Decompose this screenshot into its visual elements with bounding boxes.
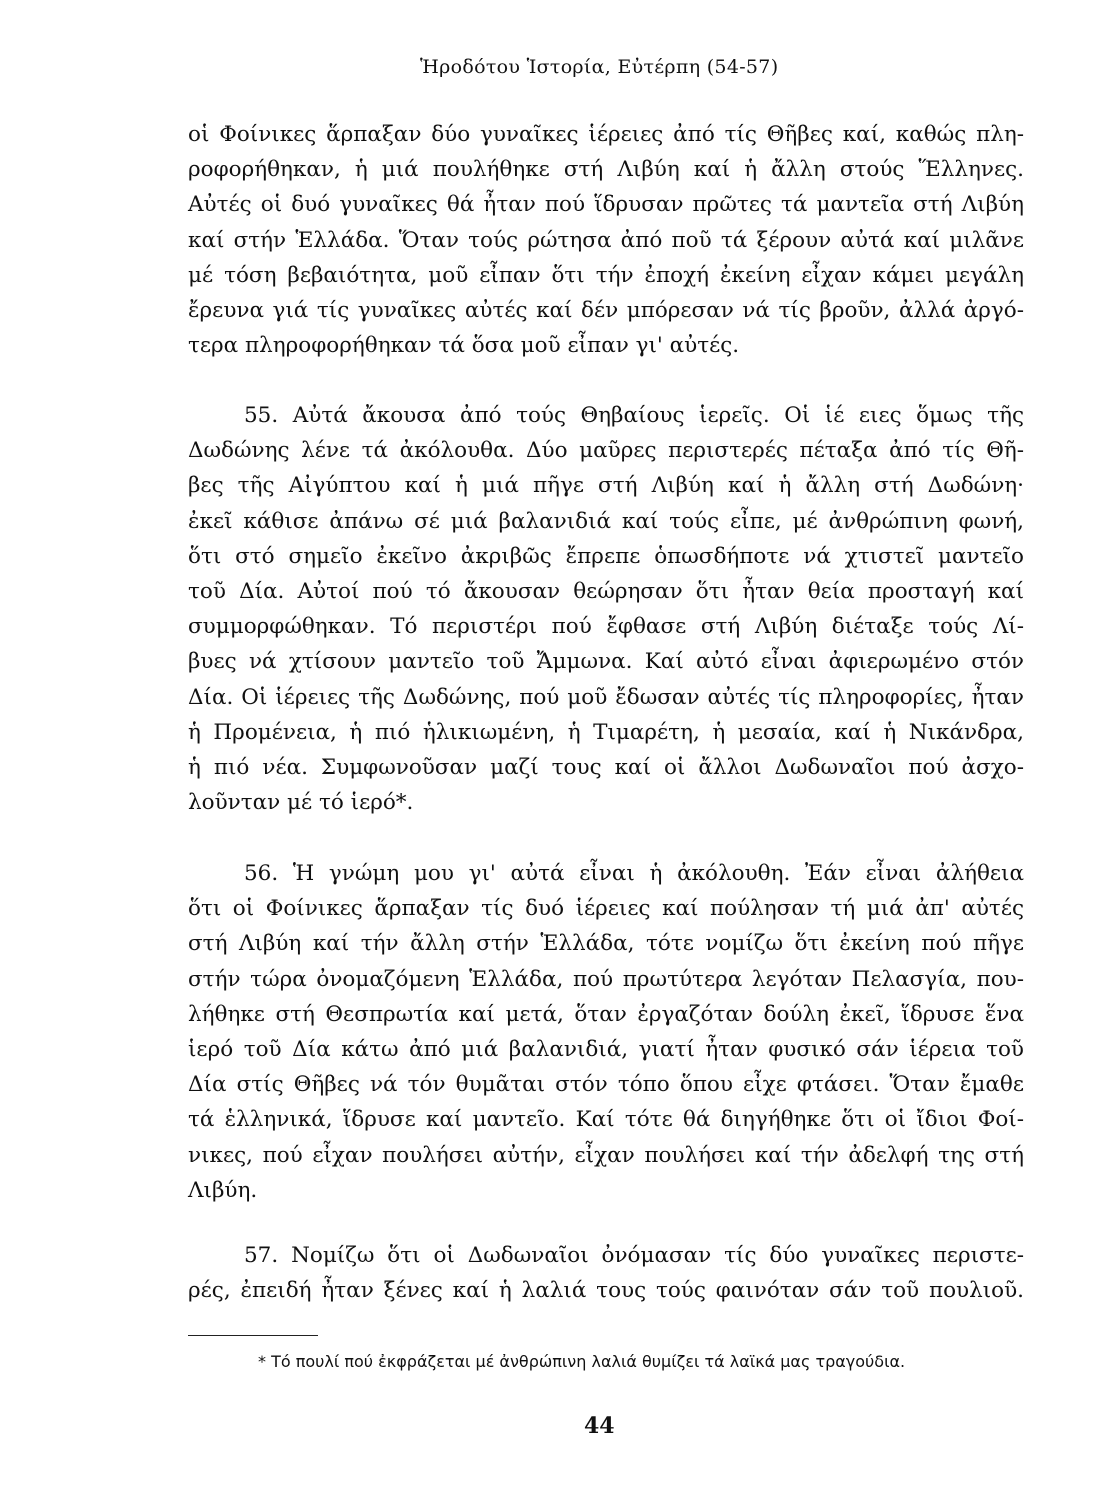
text-line: Δωδώνης λένε τά ἀκόλουθα. Δύο μαῦρες περιστερές πέταξα ἀπό τίς Θῆ- [188, 438, 1024, 464]
text-line: στή Λιβύη καί τήν ἄλλη στήν Ἑλλάδα, τότε νομίζω ὅτι ἐκείνη πού πῆγε [188, 931, 1024, 957]
paragraph-55 [188, 398, 1024, 820]
text-line: ἐκεῖ κάθισε ἀπάνω σέ μιά βαλανιδιά καί τούς εἶπε, μέ ἀνθρώπινη φωνή, [188, 508, 1024, 534]
text-line: ἡ Προμένεια, ἡ πιό ἡλικιωμένη, ἡ Τιμαρέτη, ἡ μεσαία, καί ἡ Νικάνδρα, [188, 719, 1024, 745]
paragraph-continued [188, 117, 1024, 363]
text-line: τά ἑλληνικά, ἵδρυσε καί μαντεῖο. Καί τότε θά διηγήθηκε ὅτι οἱ ἴδιοι Φοί- [188, 1107, 1024, 1133]
text-line: καί στήν Ἑλλάδα. Ὅταν τούς ρώτησα ἀπό ποῦ τά ξέρουν αὐτά καί μιλᾶνε [188, 227, 1024, 253]
paragraph-57 [188, 1238, 1024, 1308]
text-line: νικες, πού εἶχαν πουλήσει αὐτήν, εἶχαν πουλήσει καί τήν ἀδελφή της στή [188, 1142, 1024, 1168]
text-line: ὅτι οἱ Φοίνικες ἅρπαξαν τίς δυό ἱέρειες καί πούλησαν τή μιά ἀπ' αὐτές [188, 896, 1024, 922]
text-line: ἔρευνα γιά τίς γυναῖκες αὐτές καί δέν μπόρεσαν νά τίς βροῦν, ἀλλά ἀργό- [188, 298, 1024, 324]
footnote: * Τό πουλί πού ἐκφράζεται μέ ἀνθρώπινη λαλιά θυμίζει τά λαϊκά μας τραγούδια. [258, 1352, 906, 1371]
text-line: τερα πληροφορήθηκαν τά ὅσα μοῦ εἶπαν γι' αὐτές. [188, 333, 740, 359]
text-line: Λιβύη. [188, 1177, 258, 1203]
text-line: οἱ Φοίνικες ἅρπαξαν δύο γυναῖκες ἱέρειες ἀπό τίς Θῆβες καί, καθώς πλη- [188, 122, 1024, 147]
text-line: 56. Ἡ γνώμη μου γι' αὐτά εἶναι ἡ ἀκόλουθη. Ἐάν εἶναι ἀλήθεια [244, 861, 1024, 886]
text-line: ἡ πιό νέα. Συμφωνοῦσαν μαζί τους καί οἱ ἄλλοι Δωδωναῖοι πού ἀσχο- [188, 755, 1024, 781]
footnote-divider [188, 1335, 318, 1336]
text-line: λήθηκε στή Θεσπρωτία καί μετά, ὅταν ἐργαζόταν δούλη ἐκεῖ, ἵδρυσε ἕνα [188, 1001, 1024, 1027]
text-line: 55. Αὐτά ἄκουσα ἀπό τούς Θηβαίους ἱερεῖς. Οἱ ἱέ ειες ὅμως τῆς [244, 403, 1024, 428]
text-line: ρές, ἐπειδή ἦταν ξένες καί ἡ λαλιά τους τούς φαινόταν σάν τοῦ πουλιοῦ. [188, 1278, 1024, 1304]
text-line: βυες νά χτίσουν μαντεῖο τοῦ Ἄμμωνα. Καί αὐτό εἶναι ἀφιερωμένο στόν [188, 649, 1024, 675]
text-line: στήν τώρα ὀνομαζόμενη Ἑλλάδα, πού πρωτύτερα λεγόταν Πελασγία, που- [188, 966, 1024, 992]
text-line: 57. Νομίζω ὅτι οἱ Δωδωναῖοι ὀνόμασαν τίς δύο γυναῖκες περιστε- [244, 1243, 1024, 1268]
text-line: Δία. Οἱ ἱέρειες τῆς Δωδώνης, πού μοῦ ἔδωσαν αὐτές τίς πληροφορίες, ἦταν [188, 684, 1024, 710]
text-line: βες τῆς Αἰγύπτου καί ἡ μιά πῆγε στή Λιβύη καί ἡ ἄλλη στή Δωδώνη· [188, 473, 1024, 499]
text-line: ἱερό τοῦ Δία κάτω ἀπό μιά βαλανιδιά, γιατί ἦταν φυσικό σάν ἱέρεια τοῦ [188, 1037, 1024, 1063]
page-number: 44 [584, 1413, 615, 1439]
text-line: συμμορφώθηκαν. Τό περιστέρι πού ἔφθασε στή Λιβύη διέταξε τούς Λί- [188, 614, 1024, 640]
text-line: Δία στίς Θῆβες νά τόν θυμᾶται στόν τόπο ὅπου εἶχε φτάσει. Ὅταν ἔμαθε [188, 1072, 1024, 1098]
running-head: Ἡροδότου Ἱστορία, Εὐτέρπη (54-57) [420, 56, 779, 78]
text-line: ροφορήθηκαν, ἡ μιά πουλήθηκε στή Λιβύη καί ἡ ἄλλη στούς Ἕλληνες. [188, 157, 1024, 183]
text-line: τοῦ Δία. Αὐτοί πού τό ἄκουσαν θεώρησαν ὅτι ἦταν θεία προσταγή καί [188, 579, 1024, 605]
text-line: λοῦνταν μέ τό ἱερό*. [188, 790, 414, 816]
text-line: μέ τόση βεβαιότητα, μοῦ εἶπαν ὅτι τήν ἐποχή ἐκείνη εἶχαν κάμει μεγάλη [188, 262, 1024, 288]
paragraph-56 [188, 856, 1024, 1208]
text-line: ὅτι στό σημεῖο ἐκεῖνο ἀκριβῶς ἔπρεπε ὁπωσδήποτε νά χτιστεῖ μαντεῖο [188, 543, 1024, 569]
text-line: Αὐτές οἱ δυό γυναῖκες θά ἦταν πού ἵδρυσαν πρῶτες τά μαντεῖα στή Λιβύη [188, 192, 1024, 218]
